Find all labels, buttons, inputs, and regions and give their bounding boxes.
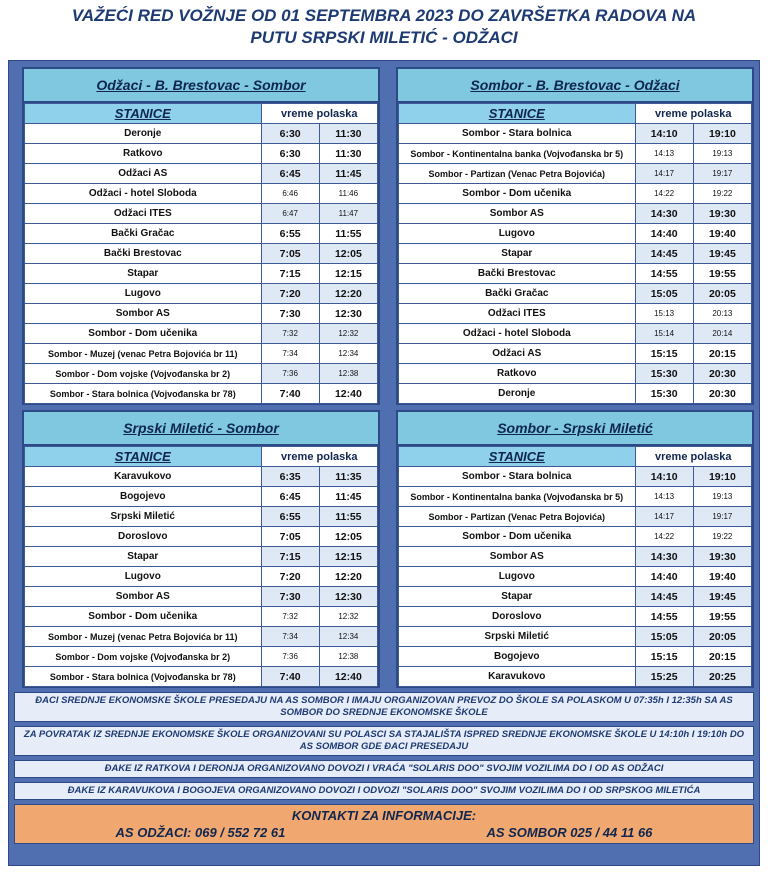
column-header-vreme: vreme polaska	[261, 447, 377, 467]
station-name: Sombor - Partizan (Venac Petra Bojovića)	[399, 164, 636, 184]
departure-time-2: 19:22	[693, 184, 751, 204]
table-row	[399, 184, 752, 204]
departure-time-2: 20:05	[693, 284, 751, 304]
timetable-grid	[398, 446, 752, 687]
station-name: Sombor AS	[25, 304, 262, 324]
station-name: Stapar	[399, 244, 636, 264]
station-name: Sombor AS	[399, 547, 636, 567]
departure-time-2: 19:45	[693, 244, 751, 264]
timetable-sombor-miletic	[396, 410, 754, 688]
table-row	[25, 467, 378, 487]
station-name: Sombor - Partizan (Venac Petra Bojovića)	[399, 507, 636, 527]
departure-time-2: 19:13	[693, 144, 751, 164]
departure-time-1: 7:34	[261, 344, 319, 364]
station-name: Sombor - Muzej (venac Petra Bojovića br 11)	[25, 344, 262, 364]
departure-time-1: 7:32	[261, 607, 319, 627]
table-row	[25, 567, 378, 587]
station-name: Lugovo	[399, 567, 636, 587]
table-row	[399, 647, 752, 667]
departure-time-2: 19:10	[693, 467, 751, 487]
note-3: ĐAKE IZ RATKOVA I DERONJA ORGANIZOVANO DOVOZI I VRAĆA "SOLARIS DOO" SVOJIM VOZILIMA DO I OD AS ODŽACI	[14, 760, 754, 778]
departure-time-1: 7:40	[261, 384, 319, 404]
departure-time-2: 12:38	[319, 364, 377, 384]
station-name: Sombor - Dom učenika	[399, 527, 636, 547]
table-row	[25, 547, 378, 567]
departure-time-2: 12:05	[319, 244, 377, 264]
timetable-odzaci-sombor	[22, 67, 380, 405]
departure-time-2: 11:55	[319, 507, 377, 527]
station-name: Odžaci - hotel Sloboda	[399, 324, 636, 344]
departure-time-2: 19:17	[693, 507, 751, 527]
table-row	[399, 304, 752, 324]
table-row	[25, 627, 378, 647]
departure-time-2: 12:15	[319, 264, 377, 284]
departure-time-1: 7:15	[261, 264, 319, 284]
table-row	[399, 224, 752, 244]
departure-time-2: 19:30	[693, 204, 751, 224]
departure-time-1: 14:30	[635, 547, 693, 567]
departure-time-1: 6:47	[261, 204, 319, 224]
station-name: Sombor - Dom učenika	[25, 324, 262, 344]
departure-time-1: 14:22	[635, 527, 693, 547]
table-row	[399, 244, 752, 264]
table-row	[399, 144, 752, 164]
table-row	[25, 124, 378, 144]
station-name: Lugovo	[399, 224, 636, 244]
station-name: Sombor - Dom učenika	[399, 184, 636, 204]
page-title	[0, 0, 768, 60]
departure-time-1: 15:15	[635, 344, 693, 364]
timetable-title: Odžaci - B. Brestovac - Sombor	[24, 69, 378, 103]
column-header-vreme: vreme polaska	[635, 104, 751, 124]
departure-time-2: 20:25	[693, 667, 751, 687]
departure-time-2: 12:20	[319, 284, 377, 304]
departure-time-2: 19:40	[693, 224, 751, 244]
contact-box	[14, 804, 754, 844]
departure-time-1: 14:10	[635, 124, 693, 144]
departure-time-1: 7:05	[261, 527, 319, 547]
departure-time-2: 12:30	[319, 587, 377, 607]
departure-time-1: 14:17	[635, 164, 693, 184]
table-row	[25, 244, 378, 264]
departure-time-1: 6:30	[261, 144, 319, 164]
departure-time-1: 14:45	[635, 587, 693, 607]
departure-time-1: 14:45	[635, 244, 693, 264]
departure-time-1: 14:30	[635, 204, 693, 224]
station-name: Sombor - Kontinentalna banka (Vojvođanska br 5)	[399, 144, 636, 164]
column-header-stanice: STANICE	[25, 447, 262, 467]
departure-time-1: 14:55	[635, 607, 693, 627]
contact-sombor: AS SOMBOR 025 / 44 11 66	[486, 825, 653, 840]
station-name: Sombor - Stara bolnica (Vojvođanska br 78)	[25, 384, 262, 404]
table-row	[399, 487, 752, 507]
station-name: Stapar	[25, 547, 262, 567]
table-row	[25, 324, 378, 344]
table-row	[25, 284, 378, 304]
station-name: Sombor - Kontinentalna banka (Vojvođanska br 5)	[399, 487, 636, 507]
departure-time-2: 12:38	[319, 647, 377, 667]
departure-time-1: 14:40	[635, 567, 693, 587]
departure-time-2: 12:40	[319, 384, 377, 404]
departure-time-1: 14:55	[635, 264, 693, 284]
table-row	[399, 627, 752, 647]
station-name: Bogojevo	[399, 647, 636, 667]
departure-time-2: 19:55	[693, 607, 751, 627]
departure-time-1: 15:30	[635, 364, 693, 384]
table-row	[399, 284, 752, 304]
contact-odzaci: AS ODŽACI: 069 / 552 72 61	[115, 825, 286, 840]
departure-time-2: 20:30	[693, 384, 751, 404]
station-name: Sombor - Dom vojske (Vojvođanska br 2)	[25, 364, 262, 384]
departure-time-2: 12:15	[319, 547, 377, 567]
departure-time-1: 14:40	[635, 224, 693, 244]
departure-time-1: 14:13	[635, 144, 693, 164]
table-row	[25, 184, 378, 204]
departure-time-1: 7:34	[261, 627, 319, 647]
departure-time-2: 11:35	[319, 467, 377, 487]
departure-time-1: 7:20	[261, 284, 319, 304]
column-header-vreme: vreme polaska	[635, 447, 751, 467]
station-name: Bački Gračac	[25, 224, 262, 244]
departure-time-1: 15:25	[635, 667, 693, 687]
table-row	[399, 587, 752, 607]
departure-time-1: 6:35	[261, 467, 319, 487]
timetable-grid	[398, 103, 752, 404]
departure-time-1: 15:15	[635, 647, 693, 667]
departure-time-1: 7:32	[261, 324, 319, 344]
departure-time-1: 6:55	[261, 224, 319, 244]
departure-time-2: 19:13	[693, 487, 751, 507]
departure-time-2: 11:45	[319, 487, 377, 507]
departure-time-1: 14:13	[635, 487, 693, 507]
departure-time-2: 12:40	[319, 667, 377, 687]
departure-time-1: 6:46	[261, 184, 319, 204]
column-header-stanice: STANICE	[399, 104, 636, 124]
station-name: Sombor AS	[399, 204, 636, 224]
departure-time-2: 19:30	[693, 547, 751, 567]
timetable-grid	[24, 103, 378, 404]
table-row	[25, 364, 378, 384]
departure-time-2: 11:30	[319, 144, 377, 164]
title-line-1: VAŽEĆI RED VOŽNJE OD 01 SEPTEMBRA 2023 DO ZAVRŠETKA RADOVA NA	[71, 6, 697, 25]
table-row	[399, 204, 752, 224]
table-row	[399, 507, 752, 527]
table-row	[399, 264, 752, 284]
table-row	[399, 467, 752, 487]
station-name: Ratkovo	[25, 144, 262, 164]
table-row	[399, 667, 752, 687]
departure-time-2: 12:05	[319, 527, 377, 547]
departure-time-1: 7:15	[261, 547, 319, 567]
departure-time-1: 7:40	[261, 667, 319, 687]
contact-title: KONTAKTI ZA INFORMACIJE:	[291, 808, 477, 823]
timetable-sombor-odzaci	[396, 67, 754, 405]
table-row	[25, 667, 378, 687]
departure-time-1: 15:05	[635, 284, 693, 304]
departure-time-2: 12:32	[319, 324, 377, 344]
table-row	[399, 364, 752, 384]
station-name: Stapar	[25, 264, 262, 284]
table-row	[25, 607, 378, 627]
timetable-grid	[24, 446, 378, 687]
departure-time-1: 14:22	[635, 184, 693, 204]
departure-time-2: 11:55	[319, 224, 377, 244]
station-name: Sombor - Muzej (venac Petra Bojovića br 11)	[25, 627, 262, 647]
departure-time-2: 20:13	[693, 304, 751, 324]
table-row	[399, 324, 752, 344]
departure-time-2: 19:55	[693, 264, 751, 284]
table-row	[25, 487, 378, 507]
note-4: ĐAKE IZ KARAVUKOVA I BOGOJEVA ORGANIZOVANO DOVOZI I ODVOZI "SOLARIS DOO" SVOJIM VOZILIMA DO I OD SRPSKOG MILETIĆA	[14, 782, 754, 800]
departure-time-2: 12:20	[319, 567, 377, 587]
table-row	[399, 547, 752, 567]
station-name: Stapar	[399, 587, 636, 607]
departure-time-1: 7:36	[261, 364, 319, 384]
timetable-miletic-sombor	[22, 410, 380, 688]
station-name: Bački Gračac	[399, 284, 636, 304]
note-2: ZA POVRATAK IZ SREDNJE EKONOMSKE ŠKOLE ORGANIZOVANI SU POLASCI SA STAJALIŠTA ISPRED SREDNJE EKONOMSKE ŠKOLE U 14:10h I 19:10h DO AS SOMBOR GDE ĐACI PRESEDAJU	[14, 726, 754, 756]
station-name: Odžaci - hotel Sloboda	[25, 184, 262, 204]
table-row	[25, 224, 378, 244]
table-row	[25, 587, 378, 607]
departure-time-1: 15:13	[635, 304, 693, 324]
departure-time-1: 7:20	[261, 567, 319, 587]
timetable-title: Srpski Miletić - Sombor	[24, 412, 378, 446]
departure-time-1: 7:30	[261, 304, 319, 324]
departure-time-2: 11:46	[319, 184, 377, 204]
departure-time-2: 19:17	[693, 164, 751, 184]
station-name: Karavukovo	[25, 467, 262, 487]
station-name: Bogojevo	[25, 487, 262, 507]
departure-time-1: 7:30	[261, 587, 319, 607]
station-name: Sombor - Stara bolnica (Vojvođanska br 78)	[25, 667, 262, 687]
departure-time-2: 12:34	[319, 344, 377, 364]
departure-time-2: 19:22	[693, 527, 751, 547]
station-name: Bački Brestovac	[399, 264, 636, 284]
station-name: Lugovo	[25, 567, 262, 587]
column-header-vreme: vreme polaska	[261, 104, 377, 124]
station-name: Srpski Miletić	[399, 627, 636, 647]
station-name: Odžaci ITES	[399, 304, 636, 324]
table-row	[25, 164, 378, 184]
departure-time-1: 15:30	[635, 384, 693, 404]
table-row	[25, 384, 378, 404]
table-row	[25, 264, 378, 284]
table-row	[399, 567, 752, 587]
table-row	[399, 527, 752, 547]
departure-time-1: 6:30	[261, 124, 319, 144]
table-row	[25, 204, 378, 224]
departure-time-2: 20:15	[693, 344, 751, 364]
departure-time-2: 12:34	[319, 627, 377, 647]
table-row	[25, 344, 378, 364]
departure-time-1: 6:55	[261, 507, 319, 527]
station-name: Odžaci AS	[25, 164, 262, 184]
departure-time-1: 15:14	[635, 324, 693, 344]
departure-time-1: 6:45	[261, 487, 319, 507]
station-name: Deronje	[399, 384, 636, 404]
station-name: Doroslovo	[399, 607, 636, 627]
column-header-stanice: STANICE	[399, 447, 636, 467]
station-name: Deronje	[25, 124, 262, 144]
station-name: Bački Brestovac	[25, 244, 262, 264]
departure-time-2: 11:45	[319, 164, 377, 184]
table-row	[25, 647, 378, 667]
station-name: Odžaci ITES	[25, 204, 262, 224]
departure-time-2: 19:45	[693, 587, 751, 607]
station-name: Sombor - Dom učenika	[25, 607, 262, 627]
departure-time-1: 7:36	[261, 647, 319, 667]
station-name: Srpski Miletić	[25, 507, 262, 527]
departure-time-1: 14:17	[635, 507, 693, 527]
table-row	[399, 607, 752, 627]
station-name: Doroslovo	[25, 527, 262, 547]
station-name: Lugovo	[25, 284, 262, 304]
departure-time-2: 11:47	[319, 204, 377, 224]
departure-time-1: 7:05	[261, 244, 319, 264]
title-line-2: PUTU SRPSKI MILETIĆ - ODŽACI	[250, 28, 518, 47]
note-1: ĐACI SREDNJE EKONOMSKE ŠKOLE PRESEDAJU NA AS SOMBOR I IMAJU ORGANIZOVAN PREVOZ DO ŠKOLE SA POLASKOM U 07:35h I 12:35h SA AS SOMBOR DO SREDNJE EKONOMSKE ŠKOLE	[14, 692, 754, 722]
table-row	[25, 507, 378, 527]
timetable-title: Sombor - B. Brestovac - Odžaci	[398, 69, 752, 103]
station-name: Ratkovo	[399, 364, 636, 384]
table-row	[399, 124, 752, 144]
departure-time-2: 20:14	[693, 324, 751, 344]
departure-time-1: 14:10	[635, 467, 693, 487]
departure-time-2: 19:10	[693, 124, 751, 144]
departure-time-2: 20:30	[693, 364, 751, 384]
departure-time-2: 20:15	[693, 647, 751, 667]
departure-time-1: 15:05	[635, 627, 693, 647]
table-row	[25, 304, 378, 324]
table-row	[25, 144, 378, 164]
station-name: Odžaci AS	[399, 344, 636, 364]
station-name: Karavukovo	[399, 667, 636, 687]
table-row	[399, 344, 752, 364]
column-header-stanice: STANICE	[25, 104, 262, 124]
table-row	[399, 384, 752, 404]
notes-section	[14, 692, 754, 844]
table-row	[25, 527, 378, 547]
departure-time-2: 19:40	[693, 567, 751, 587]
station-name: Sombor - Stara bolnica	[399, 124, 636, 144]
station-name: Sombor - Dom vojske (Vojvođanska br 2)	[25, 647, 262, 667]
departure-time-1: 6:45	[261, 164, 319, 184]
station-name: Sombor AS	[25, 587, 262, 607]
station-name: Sombor - Stara bolnica	[399, 467, 636, 487]
timetable-title: Sombor - Srpski Miletić	[398, 412, 752, 446]
departure-time-2: 11:30	[319, 124, 377, 144]
departure-time-2: 12:32	[319, 607, 377, 627]
departure-time-2: 12:30	[319, 304, 377, 324]
departure-time-2: 20:05	[693, 627, 751, 647]
table-row	[399, 164, 752, 184]
